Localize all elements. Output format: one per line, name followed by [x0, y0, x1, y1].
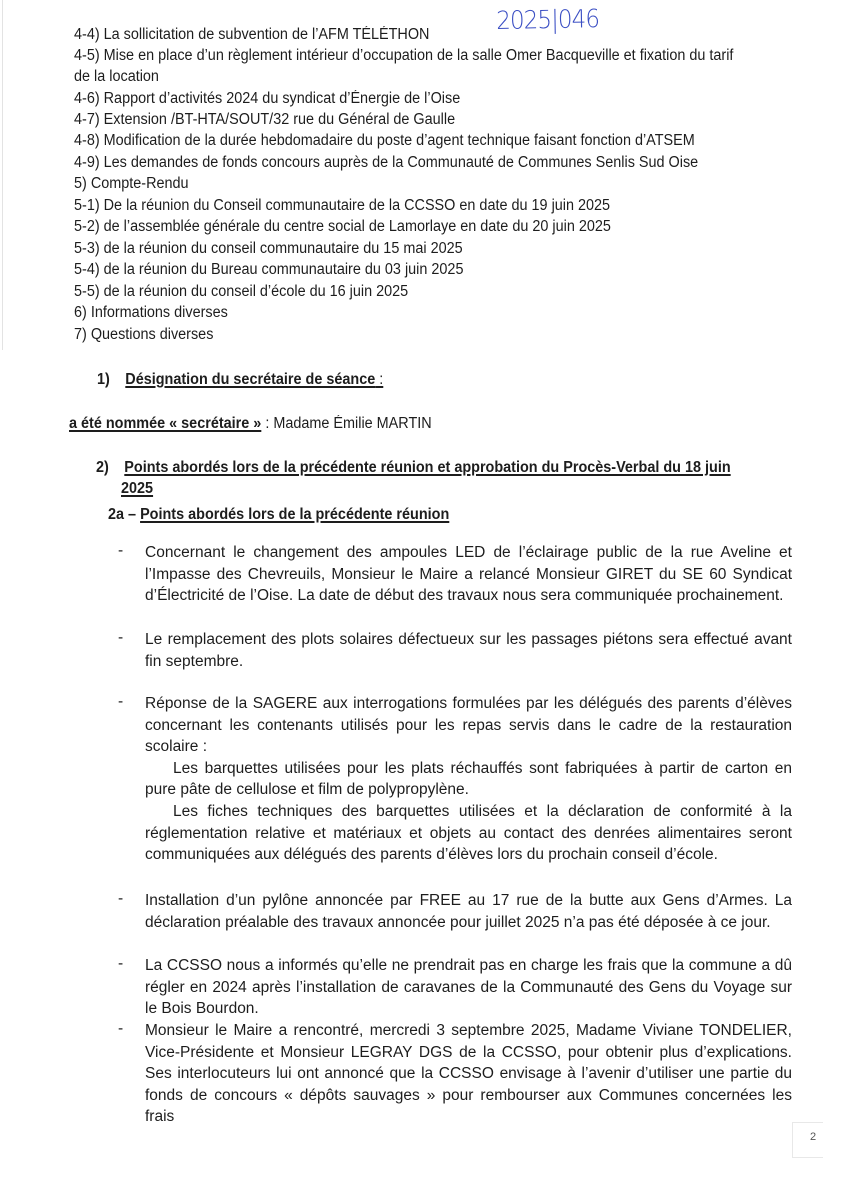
bullet-text: La CCSSO nous a informés qu’elle ne prendrait pas en charge les frais que la commune a dû régler en 2024 après l’installation de caravanes de la Communauté des Gens du Voyage sur le Bois Bourdon. — [145, 957, 792, 1018]
bullet-dash: - — [118, 693, 124, 710]
section-2-title-line1: Points abordés lors de la précédente réunion et approbation du Procès-Verbal du 18 juin — [124, 459, 731, 476]
bullet-sub-paragraph: Les fiches techniques des barquettes utilisées et la déclaration de conformité à la réglementation relative et matériaux et objets au contact des denrées alimentaires seront communiquées aux délégués des parents d’élèves lors du prochain conseil d’école. — [145, 802, 792, 864]
agenda-item: 6) Informations diverses — [74, 304, 228, 321]
agenda-item: 5-2) de l’assemblée générale du centre social de Lamorlaye en date du 20 juin 2025 — [74, 218, 611, 235]
bullet-dash: - — [118, 1020, 124, 1037]
agenda-item: 4-4) La sollicitation de subvention de l’AFM TÉLÉTHON — [74, 26, 430, 43]
bullet-text: Réponse de la SAGERE aux interrogations formulées par les délégués des parents d’élèves concernant les contenants utilisés pour les repas servis dans le cadre de la restauration scolaire : — [145, 695, 792, 756]
bullet-paragraph — [145, 955, 792, 1020]
agenda-item: 4-5) Mise en place d’un règlement intérieur d’occupation de la salle Omer Bacqueville et fixation du tarif — [74, 47, 734, 64]
bullet-paragraph — [145, 1020, 792, 1128]
bullet-paragraph — [145, 693, 792, 866]
agenda-item: 5-1) De la réunion du Conseil communautaire de la CCSSO en date du 19 juin 2025 — [74, 197, 611, 214]
bullet-dash: - — [118, 955, 124, 972]
bullet-text: Concernant le changement des ampoules LED de l’éclairage public de la rue Aveline et l’Impasse des Chevreuils, Monsieur le Maire a relancé Monsieur GIRET du SE 60 Syndicat d’Électricité de l’Oise. La date de début des travaux nous sera communiquée prochainement. — [145, 544, 792, 605]
scan-edge-line — [2, 0, 3, 350]
agenda-item: 4-8) Modification de la durée hebdomadaire du poste d’agent technique faisant fonction d’ATSEM — [74, 132, 695, 149]
bullet-paragraph — [145, 542, 792, 607]
bullet-dash: - — [118, 890, 124, 907]
agenda-item: 7) Questions diverses — [74, 326, 214, 343]
section-2-title-line2: 2025 — [121, 480, 154, 497]
agenda-item: 4-6) Rapport d’activités 2024 du syndicat d’Énergie de l’Oise — [74, 90, 461, 107]
secretary-line — [69, 413, 432, 434]
secretary-value: : Madame Émilie MARTIN — [261, 415, 432, 432]
bullet-text: Installation d’un pylône annoncée par FREE au 17 rue de la butte aux Gens d’Armes. La déclaration préalable des travaux annoncée pour juillet 2025 n’a pas été déposée à ce jour. — [145, 892, 792, 931]
bullet-dash: - — [118, 542, 124, 559]
agenda-item: 5-5) de la réunion du conseil d’école du 16 juin 2025 — [74, 283, 409, 300]
agenda-item: 4-7) Extension /BT-HTA/SOUT/32 rue du Général de Gaulle — [74, 111, 456, 128]
section-1-title: Désignation du secrétaire de séance — [125, 371, 376, 388]
subsection-2a-prefix: 2a – — [108, 506, 141, 523]
agenda-item: 4-9) Les demandes de fonds concours auprès de la Communauté de Communes Senlis Sud Oise — [74, 154, 699, 171]
bullet-sub-paragraph: Les barquettes utilisées pour les plats réchauffés sont fabriquées à partir de carton en pure pâte de cellulose et film de polypropylène. — [145, 759, 792, 799]
section-2-heading-cont — [121, 478, 153, 499]
bullet-paragraph — [145, 890, 792, 933]
secretary-label: a été nommée « secrétaire » — [69, 415, 262, 432]
page-number: 2 — [810, 1131, 817, 1143]
bullet-dash: - — [118, 629, 124, 646]
subsection-2a-title: Points abordés lors de la précédente réunion — [140, 506, 450, 523]
section-2-heading — [96, 457, 731, 478]
section-1-number: 1) — [97, 371, 110, 388]
bullet-text: Le remplacement des plots solaires défectueux sur les passages piétons sera effectué avant fin septembre. — [145, 631, 792, 670]
bullet-text: Monsieur le Maire a rencontré, mercredi 3 septembre 2025, Madame Viviane TONDELIER, Vice-Présidente et Monsieur LEGRAY DGS de la CCSSO, pour obtenir plus d’explications. Ses interlocuteurs lui ont annoncé que la CCSSO envisage à l’avenir d’utiliser une partie du fonds de concours « dépôts sauvages » pour rembourser aux Communes concernées les frais — [145, 1022, 792, 1126]
agenda-item: 5-4) de la réunion du Bureau communautaire du 03 juin 2025 — [74, 261, 464, 278]
agenda-item: 5-3) de la réunion du conseil communautaire du 15 mai 2025 — [74, 240, 463, 257]
section-1-title-suffix: : — [375, 371, 384, 388]
section-1-heading — [97, 369, 383, 390]
agenda-item: de la location — [74, 68, 159, 85]
page-number-box — [792, 1122, 823, 1158]
bullet-paragraph — [145, 629, 792, 672]
subsection-2a-heading — [108, 504, 449, 525]
handwritten-annotation: 2025|046 — [496, 4, 600, 35]
section-2-number: 2) — [96, 459, 109, 476]
agenda-item: 5) Compte-Rendu — [74, 175, 189, 192]
